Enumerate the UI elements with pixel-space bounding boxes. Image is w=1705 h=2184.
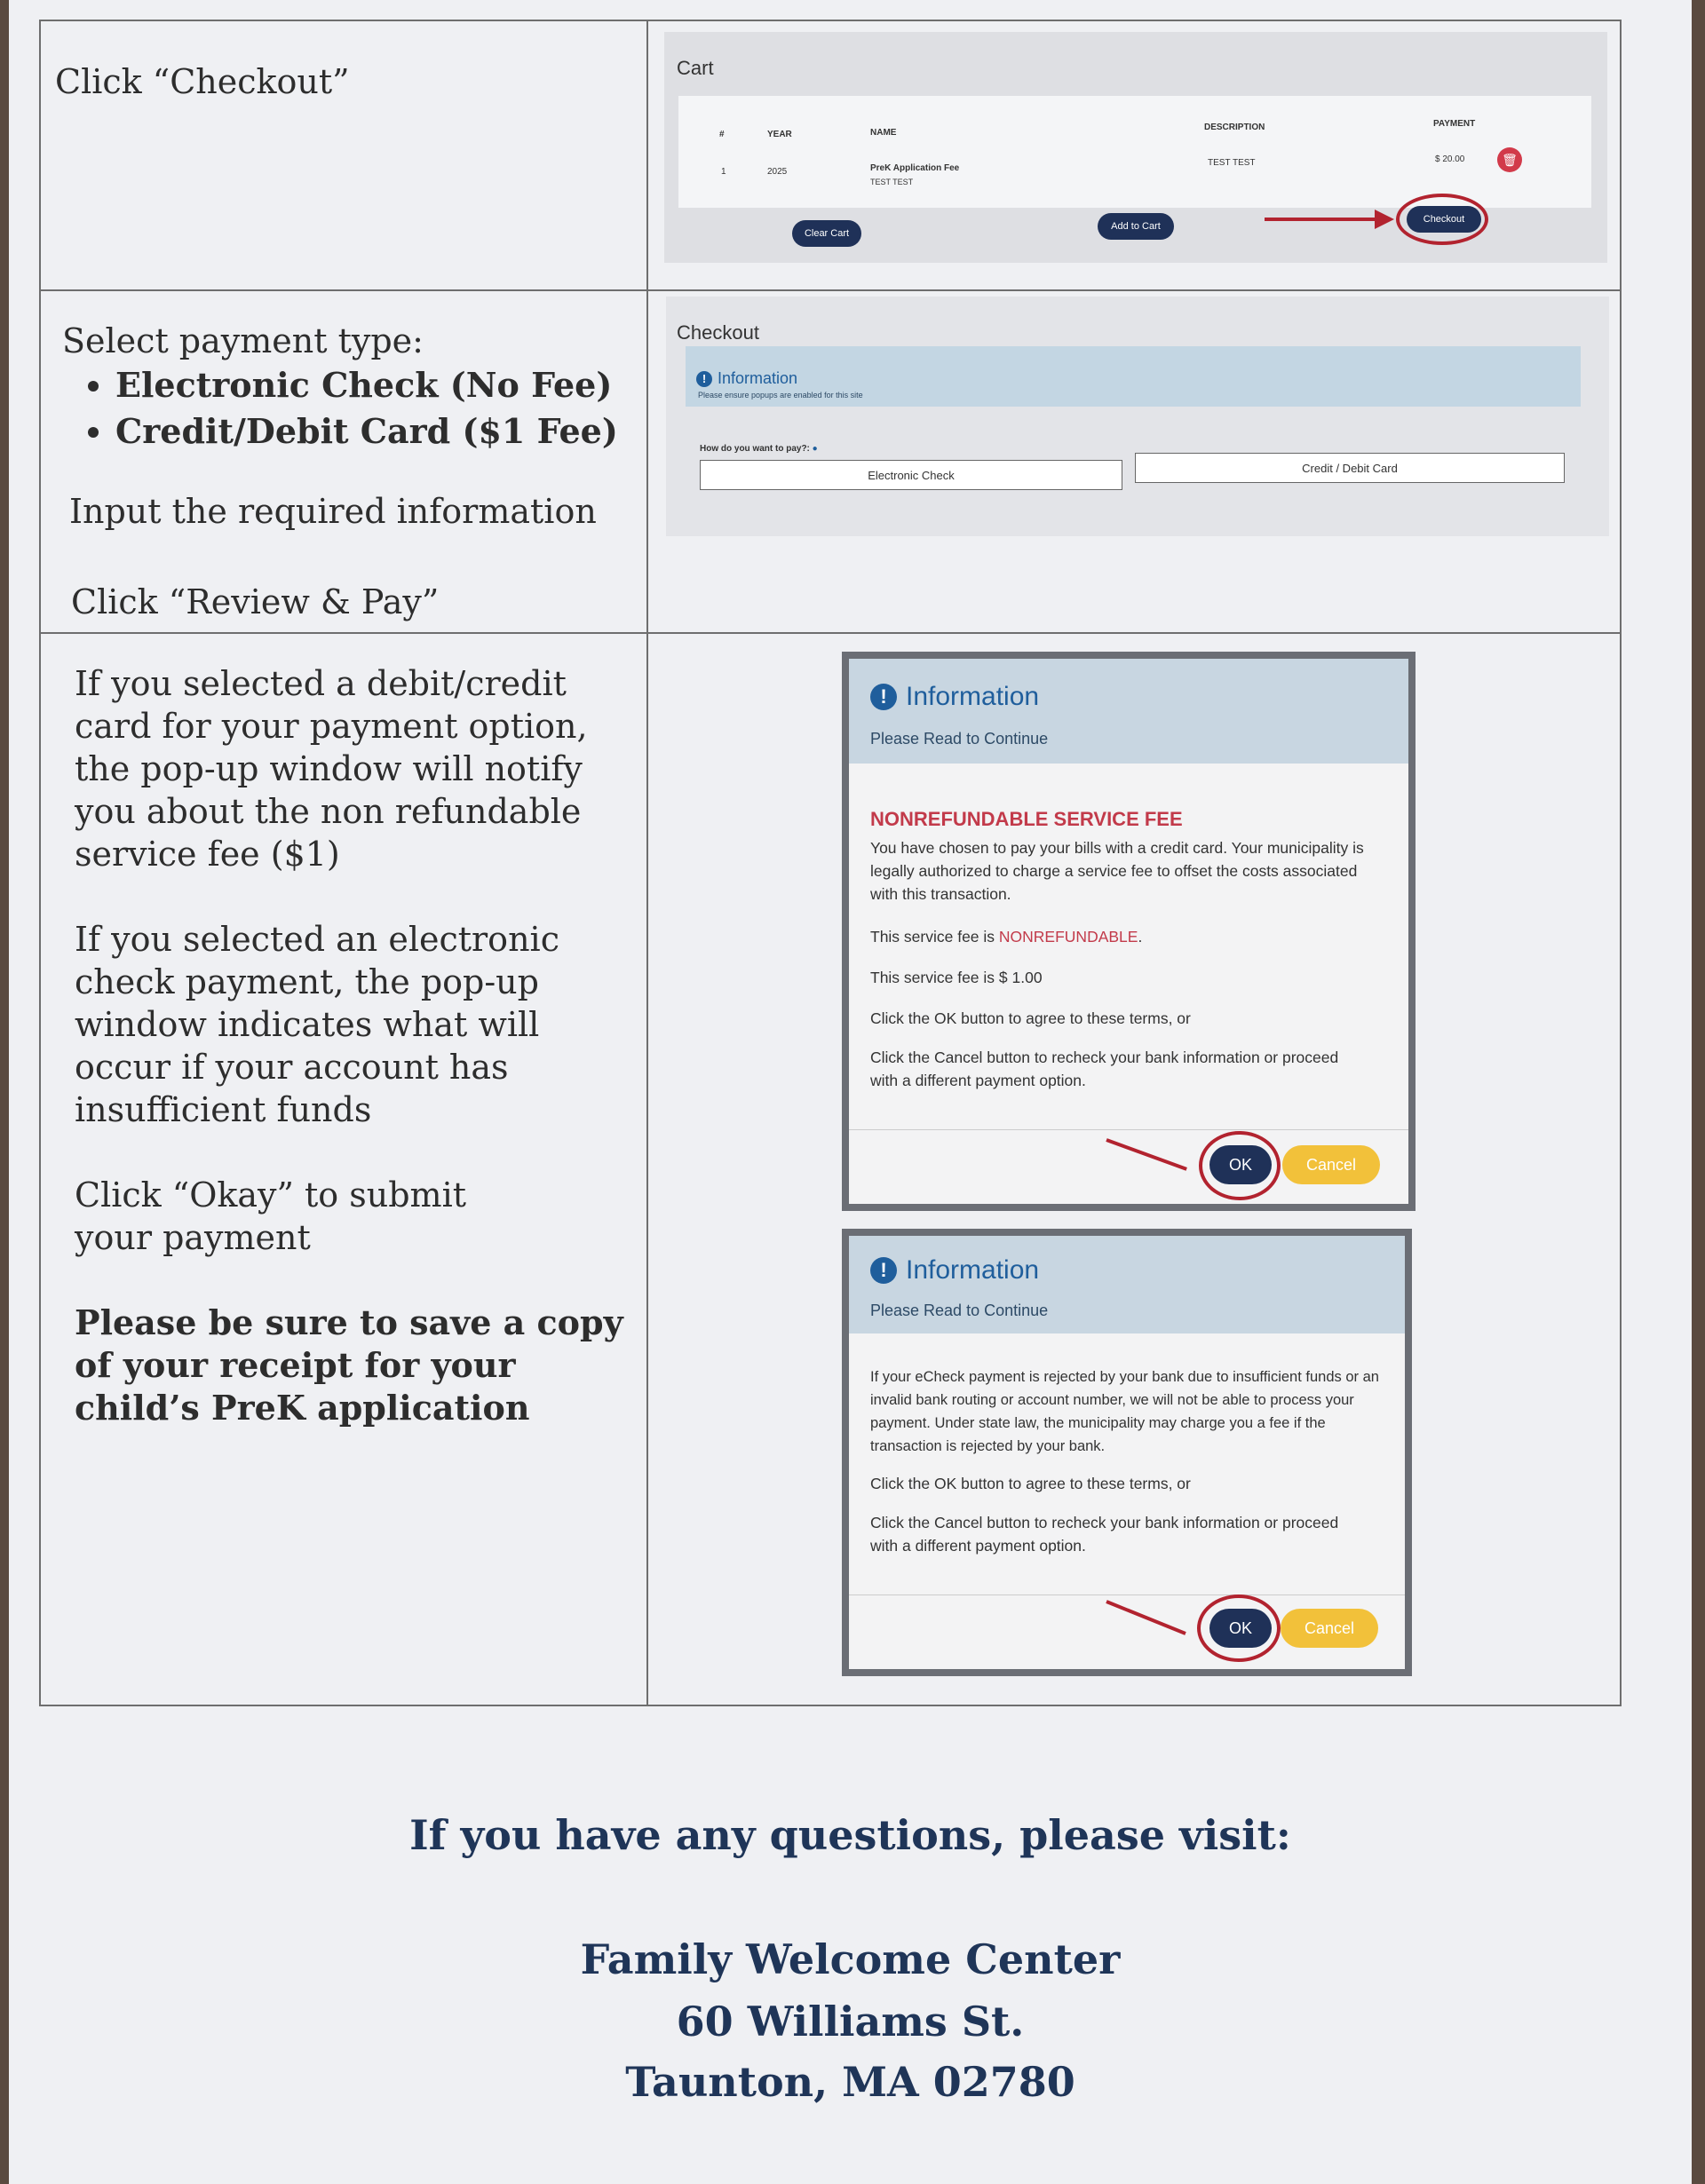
table-column-divider: [646, 20, 648, 1706]
cart-row-name: PreK Application Fee: [870, 163, 960, 173]
cart-table: [678, 96, 1591, 208]
street-address: 60 Williams St.: [676, 1998, 1025, 2046]
fee-heading: NONREFUNDABLE SERVICE FEE: [870, 808, 1183, 830]
row2-instructions: [62, 320, 630, 623]
cart-row-payment: $ 20.00: [1435, 154, 1465, 164]
info-banner-title: [696, 369, 797, 388]
table-row-divider: [39, 289, 1622, 291]
echeck-paragraph: If your eCheck payment is rejected by your bank due to insufficient funds or an invalid bank routing or account number, we will not be able to process your payment. Under state law, the municipality may charge you a fee if the transaction is rejected by your bank.: [870, 1369, 1379, 1454]
card-popup-text: If you selected a debit/credit card for your payment option, the pop-up window will notify you about the non refundable service fee ($1): [75, 664, 588, 874]
payment-question-text: How do you want to pay?:: [700, 444, 810, 454]
cart-row-num: 1: [721, 167, 726, 177]
modal-header: [849, 659, 1408, 764]
column-header-year: YEAR: [767, 130, 792, 139]
echeck-modal: [842, 1229, 1412, 1676]
pointer-arrow-head: [1375, 210, 1394, 229]
credit-debit-card-button[interactable]: Credit / Debit Card: [1135, 453, 1565, 483]
cart-row-name-sub: TEST TEST: [870, 178, 914, 186]
popup-note: Please ensure popups are enabled for this site: [698, 391, 863, 400]
electronic-check-button[interactable]: Electronic Check: [700, 460, 1122, 490]
payment-question: [700, 444, 818, 454]
row1-instruction: [55, 60, 623, 103]
option-echeck-text: • Electronic Check (No Fee): [115, 362, 630, 408]
save-receipt-text: Please be sure to save a copy of your receipt for your child’s PreK application: [75, 1302, 623, 1428]
modal-subtitle: Please Read to Continue: [870, 730, 1049, 748]
info-icon: !: [870, 684, 897, 710]
modal-subtitle: Please Read to Continue: [870, 1302, 1049, 1319]
nonrefundable-prefix: This service fee is: [870, 928, 999, 946]
info-banner-title-text: Information: [718, 369, 798, 387]
fee-amount: This service fee is $ 1.00: [870, 969, 1043, 986]
option-card-text: • Credit/Debit Card ($1 Fee): [115, 408, 630, 455]
select-payment-label: Select payment type:: [62, 321, 424, 360]
ok-highlight-ring: [1199, 1131, 1281, 1200]
column-header-num: #: [719, 130, 725, 139]
checkout-title: Checkout: [677, 321, 759, 344]
payment-options-list: [62, 362, 630, 455]
ok-instruction: Click the OK button to agree to these terms, or: [870, 1009, 1191, 1027]
checkout-highlight-ring: [1396, 194, 1488, 245]
info-icon: !: [870, 1257, 897, 1284]
pointer-arrow: [1106, 1138, 1187, 1171]
ok-highlight-ring: [1197, 1594, 1281, 1662]
pointer-arrow: [1106, 1600, 1186, 1635]
nonrefundable-word: NONREFUNDABLE: [998, 928, 1138, 946]
card-fee-modal: [842, 652, 1416, 1211]
column-header-payment: PAYMENT: [1433, 119, 1476, 129]
card-fee-modal-body: [849, 659, 1408, 1204]
question-info-icon: ●: [812, 444, 818, 454]
input-info-text: Input the required information: [69, 492, 597, 531]
modal-title: [870, 682, 1039, 712]
cancel-button[interactable]: Cancel: [1281, 1609, 1378, 1648]
cart-title: Cart: [677, 57, 714, 79]
ok-instruction: Click the OK button to agree to these terms, or: [870, 1475, 1191, 1492]
ok-button[interactable]: OK: [1209, 1145, 1272, 1184]
delete-icon[interactable]: 🗑: [1497, 147, 1522, 172]
add-to-cart-button[interactable]: Add to Cart: [1098, 213, 1174, 240]
column-header-description: DESCRIPTION: [1204, 123, 1265, 132]
clear-cart-button[interactable]: Clear Cart: [792, 220, 861, 247]
ok-button[interactable]: OK: [1209, 1609, 1272, 1648]
modal-title: [870, 1255, 1039, 1286]
cancel-instruction: Click the Cancel button to recheck your bank information or proceed with a different payment option.: [870, 1048, 1339, 1089]
echeck-popup-text: If you selected an electronic check payment, the pop-up window indicates what will occur if your account has insufficient funds: [75, 920, 559, 1129]
cart-row-year: 2025: [767, 167, 788, 177]
nonrefundable-line: [870, 925, 1387, 948]
click-checkout-text: Click “Checkout”: [55, 62, 350, 101]
city-address: Taunton, MA 02780: [625, 2058, 1075, 2106]
info-banner: [686, 346, 1581, 407]
modal-divider: [849, 1129, 1408, 1130]
document-page: [9, 0, 1692, 2184]
card-paragraph: You have chosen to pay your bills with a credit card. Your municipality is legally authorized to charge a service fee to offset the costs associated with this transaction.: [870, 839, 1364, 903]
cancel-instruction: Click the Cancel button to recheck your bank information or proceed with a different payment option.: [870, 1514, 1339, 1555]
checkout-screenshot: [666, 297, 1609, 536]
pointer-arrow: [1265, 218, 1376, 221]
modal-divider: [849, 1594, 1405, 1595]
nonrefundable-suffix: .: [1138, 928, 1143, 946]
cart-screenshot: [664, 32, 1607, 263]
info-icon: !: [696, 371, 712, 387]
column-header-name: NAME: [870, 128, 897, 138]
row3-instructions: [75, 662, 643, 1429]
checkout-button[interactable]: Checkout: [1407, 206, 1481, 233]
modal-header: [849, 1236, 1405, 1333]
cancel-button[interactable]: Cancel: [1282, 1145, 1380, 1184]
modal-title-text: Information: [906, 1255, 1040, 1285]
questions-heading: If you have any questions, please visit:: [409, 1811, 1291, 1859]
center-name: Family Welcome Center: [580, 1935, 1121, 1983]
table-row-divider: [39, 632, 1622, 634]
cart-row-description: TEST TEST: [1208, 158, 1256, 168]
modal-title-text: Information: [906, 682, 1040, 711]
review-pay-text: Click “Review & Pay”: [71, 582, 440, 621]
click-okay-text: Click “Okay” to submit your payment: [75, 1175, 466, 1257]
echeck-modal-body: [849, 1236, 1405, 1669]
